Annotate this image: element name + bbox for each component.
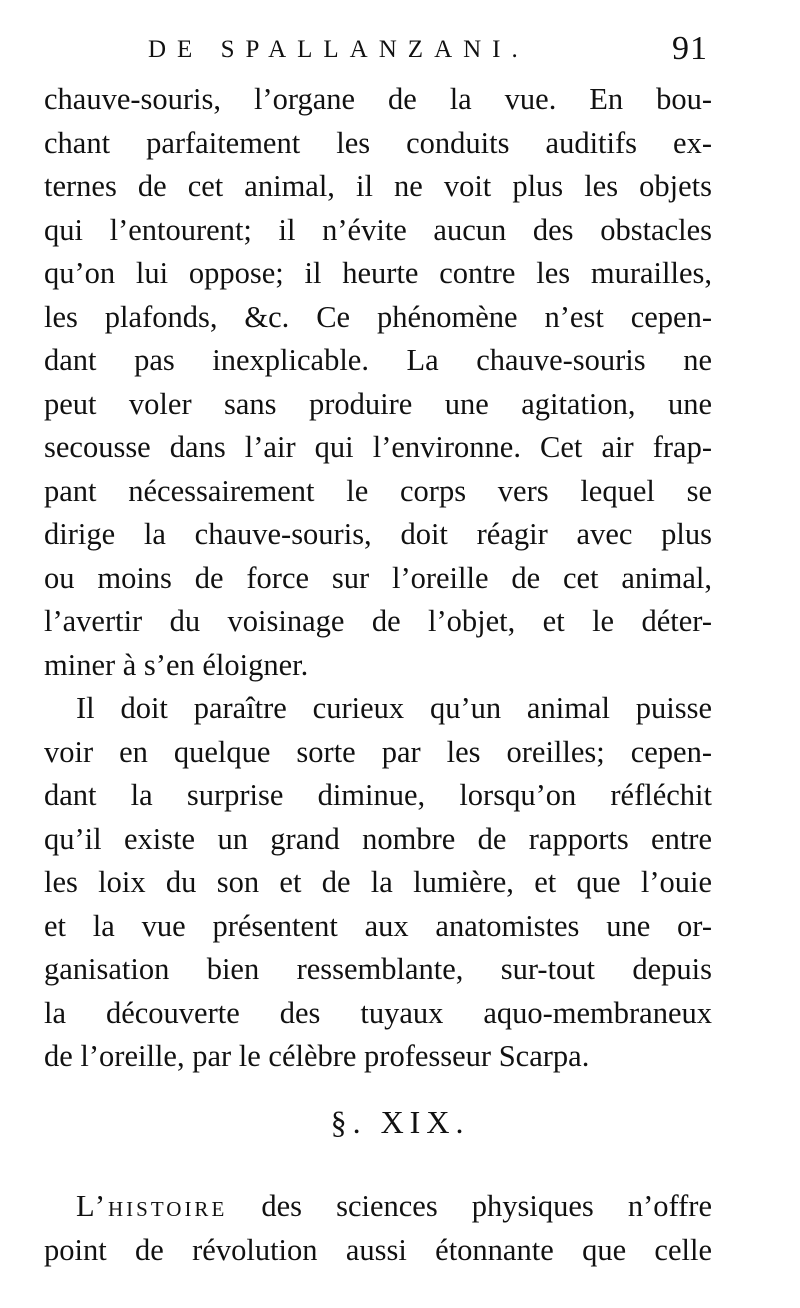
final-paragraph [44,1185,712,1272]
text-line: et la vue présentent aux anatomistes une or- [44,908,712,943]
text-line: peut voler sans produire une agitation, une [44,386,712,421]
text-line: qui l’entourent; il n’évite aucun des obstacles [44,212,712,247]
text-line: les plafonds, &c. Ce phénomène n’est cepen- [44,299,712,334]
text-line: dirige la chauve-souris, doit réagir avec plus [44,517,712,551]
text-line: dant pas inexplicable. La chauve-souris ne [44,343,712,377]
text-line: chant parfaitement les conduits auditifs ex- [44,125,712,160]
text-line: les loix du son et de la lumière, et que l’ouie [44,865,712,899]
text-line: voir en quelque sorte par les oreilles; cepen- [44,734,712,769]
text-line: de l’oreille, par le célèbre professeur Scarpa. [44,1039,590,1073]
text-line: pant nécessairement le corps vers lequel se [44,473,712,508]
text-line: Il doit paraître curieux qu’un animal puisse [76,691,712,725]
paragraph-1 [44,78,712,687]
running-title: DE SPALLANZANI. [148,36,529,63]
text-line: secousse dans l’air qui l’environne. Cet air frap- [44,430,712,464]
small-caps-lead: L’histoire [76,1189,228,1223]
text-line: la découverte des tuyaux aquo-membraneux [44,995,712,1030]
text-line: ganisation bien ressemblante, sur-tout depuis [44,952,712,986]
text-line: dant la surprise diminue, lorsqu’on réfléchit [44,778,712,812]
page-number: 91 [672,30,708,67]
text-line: ternes de cet animal, il ne voit plus les objets [44,169,712,203]
text-line: point de révolution aussi étonnante que celle [44,1232,712,1267]
body-text [44,78,712,1079]
text-run: des sciences physiques n’offre [227,1189,712,1223]
text-line: miner à s’en éloigner. [44,647,309,682]
section-heading: §. XIX. [330,1104,470,1140]
paragraph-2 [44,687,712,1079]
text-line: ou moins de force sur l’oreille de cet animal, [44,560,712,595]
running-head [148,30,708,70]
text-line [44,1185,712,1229]
text-line: l’avertir du voisinage de l’objet, et le déter- [44,604,712,638]
text-line: qu’on lui oppose; il heurte contre les murailles, [44,256,712,290]
text-line: qu’il existe un grand nombre de rapports entre [44,821,712,856]
text-line: chauve-souris, l’organe de la vue. En bou- [44,82,712,116]
